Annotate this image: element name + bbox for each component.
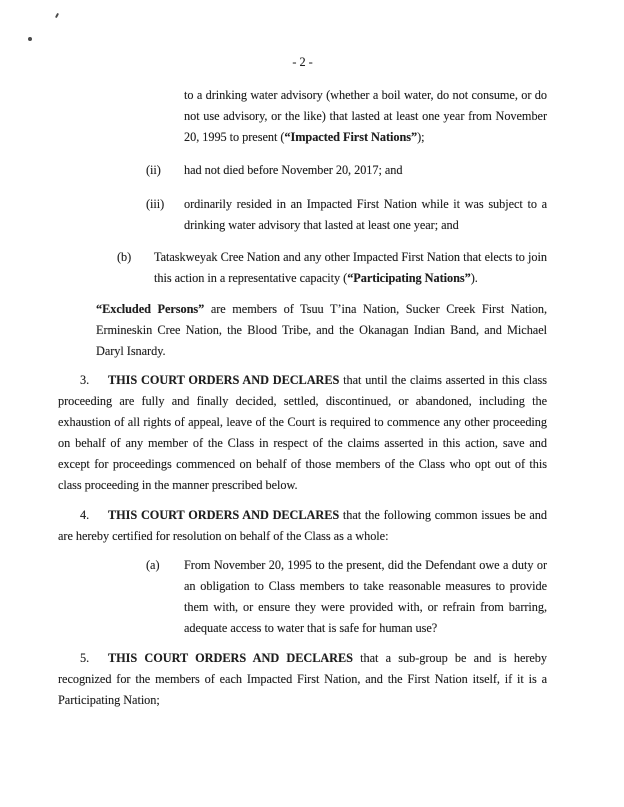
- paragraph-5-lead: THIS COURT ORDERS AND DECLARES: [108, 651, 353, 665]
- page-content: [58, 52, 547, 711]
- common-issue-a: [58, 555, 547, 639]
- defined-term-excluded-persons: “Excluded Persons”: [96, 302, 205, 316]
- order-paragraph-3: [58, 370, 547, 496]
- subclause-iii-text: ordinarily resided in an Impacted First Nation while it was subject to a drinking water advisory that lasted at least one year; and: [184, 197, 547, 232]
- paragraph-5-number: 5.: [80, 651, 90, 665]
- defined-term-impacted-first-nations: “Impacted First Nations”: [284, 130, 418, 144]
- paragraph-3-text: that until the claims asserted in this class proceeding are fully and finally decided, settled, discontinued, or abandoned, including the exhaustion of all rights of appeal, leave of the Court is required to commence any other proceeding on behalf of any member of the Class in respect of the claims asserted in this action, save and except for proceedings commenced on behalf of those members of the Class who opt out of this class proceeding in the manner prescribed below.: [58, 373, 547, 492]
- page-number: - 2 -: [292, 55, 313, 69]
- paragraph-5-text: that a sub-group be and is hereby recognized for the members of each Impacted First Nation, and the First Nation itself, if it is a Participating Nation;: [58, 651, 547, 707]
- common-issue-a-marker: (a): [146, 558, 160, 572]
- paragraph-4-text: that the following common issues be and are hereby certified for resolution on behalf of the Class as a whole:: [58, 508, 547, 543]
- paragraph-3-number: 3.: [80, 373, 90, 387]
- common-issue-a-text: From November 20, 1995 to the present, did the Defendant owe a duty or an obligation to Class members to take reasonable measures to provide them with, or ensure they were provided with, or refrain from barring, adequate access to water that is safe for human use?: [184, 558, 547, 635]
- subclause-i-continuation: [58, 85, 547, 148]
- subclause-i-text-after: );: [417, 130, 425, 144]
- scan-speckle-icon: [28, 37, 32, 41]
- subclause-i-text-before: to a drinking water advisory (whether a boil water, do not consume, or do not use advisory, or the like) that lasted at least one year from November 20, 1995 to present (: [184, 88, 547, 144]
- clause-b: [58, 247, 547, 289]
- order-paragraph-4: [58, 505, 547, 547]
- order-paragraph-5: [58, 648, 547, 711]
- subclause-ii-marker: (ii): [146, 163, 161, 177]
- clause-b-text-after: ).: [470, 271, 478, 285]
- paragraph-4-lead: THIS COURT ORDERS AND DECLARES: [108, 508, 340, 522]
- paragraph-4-number: 4.: [80, 508, 90, 522]
- scan-speckle-icon: [55, 13, 59, 18]
- excluded-persons-definition: [58, 299, 547, 362]
- subclause-iii-marker: (iii): [146, 197, 165, 211]
- subclause-ii: [58, 160, 547, 181]
- paragraph-3-lead: THIS COURT ORDERS AND DECLARES: [108, 373, 340, 387]
- subclause-iii: [58, 194, 547, 236]
- subclause-ii-text: had not died before November 20, 2017; and: [184, 163, 403, 177]
- clause-b-text-before: Tataskweyak Cree Nation and any other Impacted First Nation that elects to join this action in a representative capacity (: [154, 250, 547, 285]
- excluded-persons-text: are members of Tsuu T’ina Nation, Sucker Creek First Nation, Ermineskin Cree Nation, the Blood Tribe, and the Okanagan Indian Band, and Michael Daryl Isnardy.: [96, 302, 547, 358]
- defined-term-participating-nations: “Participating Nations”: [347, 271, 471, 285]
- clause-b-marker: (b): [117, 250, 132, 264]
